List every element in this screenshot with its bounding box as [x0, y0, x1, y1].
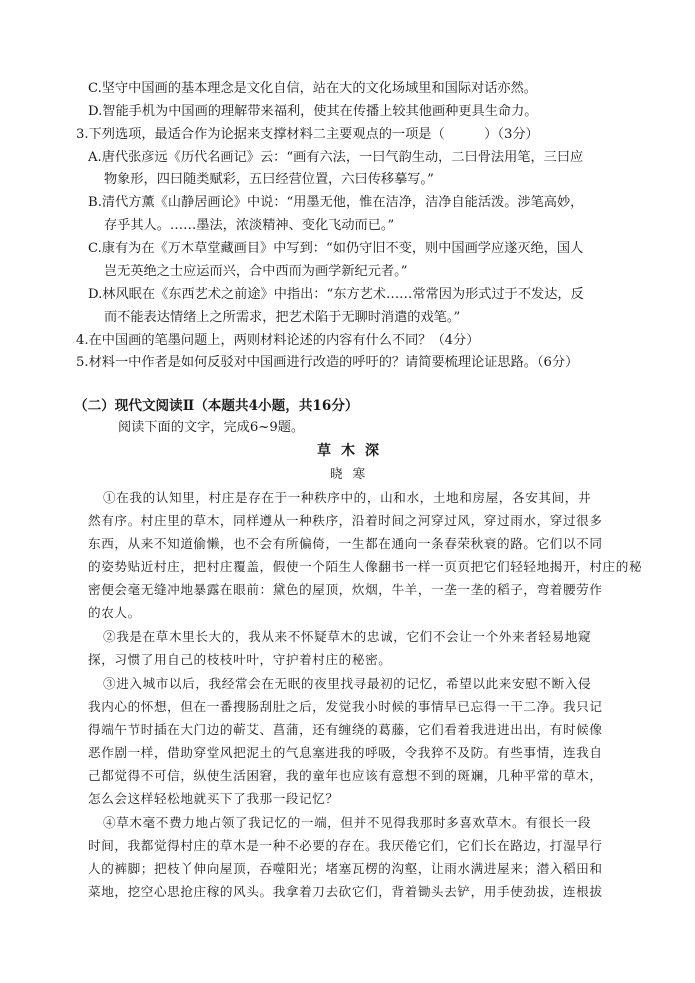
q3-option-c-line1: C.康有为在《万木草堂藏画目》中写到：“如仍守旧不变，则中国画学应遂灭绝，国人: [88, 241, 584, 256]
paragraph-3-line: 己都觉得不可信，纵使生活困窘，我的童年也应该有意想不到的斑斓，几种平常的草木，: [88, 768, 603, 783]
paragraph-3-line: 我内心的怀想，但在一番搜肠刮肚之后，发觉我小时候的事情早已忘得一干二净。我只记: [88, 699, 603, 714]
q3-option-a-line1: A.唐代张彦远《历代名画记》云：“画有六法，一曰气韵生动，二曰骨法用笔，三曰应: [88, 150, 584, 165]
q3-option-d-line2: 而不能表达情绪上之所需求，把艺术陷于无聊时消遣的戏笔。”: [104, 310, 461, 325]
paragraph-1-line: ①在我的认知里，村庄是存在于一种秩序中的，山和水，土地和房屋，各安其间，井: [103, 490, 592, 505]
paragraph-2-line: 探，习惯了用自己的枝枝叶叶，守护着村庄的秘密。: [88, 652, 392, 667]
paragraph-3-line: 怎么会这样轻松地就买下了我那一段记忆？: [88, 791, 339, 806]
question-4: 4.在中国画的笔墨问题上，两则材料论述的内容有什么不同？（4分）: [76, 333, 480, 348]
paragraph-4-line: 人的裤脚；把枝丫伸向屋顶，吞噬阳光；堵塞瓦楞的沟壑，让雨水满进屋来；潜入稻田和: [88, 861, 603, 876]
q2-option-c: C.坚守中国画的基本理念是文化自信，站在大的文化场域里和国际对话亦然。: [88, 81, 537, 96]
paragraph-1-line: 然有序。村庄里的草木，同样遵从一种秩序，沿着时间之河穿过风，穿过雨水，穿过很多: [88, 513, 603, 528]
paragraph-3-line: ③进入城市以后，我经常会在无眠的夜里找寻最初的记忆，希望以此来安慰不断入侵: [103, 676, 592, 691]
q3-stem: 3.下列选项，最适合作为论据来支撑材料二主要观点的一项是（ ）（3分）: [76, 127, 539, 142]
paragraph-4-line: 菜地，挖空心思抢庄稼的风头。我拿着刀去砍它们，背着锄头去铲，用手使劲拔，连根拔: [88, 884, 603, 899]
paragraph-4-line: ④草木毫不费力地占领了我记忆的一端，但并不见得我那时多喜欢草木。有很长一段: [103, 815, 592, 830]
paragraph-1-line: 的农人。: [88, 605, 141, 620]
paragraph-3-line: 得端午节时插在大门边的蕲艾、菖蒲，还有缠绕的葛藤，它们看着我进进出出，有时候像: [88, 722, 603, 737]
q2-option-d: D.智能手机为中国画的理解带来福利，使其在传播上较其他画种更具生命力。: [88, 104, 538, 119]
essay-title: 草木深: [317, 443, 389, 459]
q3-option-b-line2: 存乎其人。……墨法，浓淡精神、变化飞动而已。”: [104, 218, 395, 233]
paragraph-4-line: 时间，我都觉得村庄的草木是一种不必要的存在。我厌倦它们，它们长在路边，打湿早行: [88, 838, 603, 853]
essay-author: 晓寒: [330, 466, 376, 481]
question-5: 5.材料一中作者是如何反驳对中国画进行改造的呼吁的？请简要梳理论证思路。（6分）: [76, 355, 579, 370]
paragraph-3-line: 恶作剧一样，借助穿堂风把泥土的气息塞进我的呼吸，令我猝不及防。有些事情，连我自: [88, 745, 603, 760]
q3-option-b-line1: B.清代方薰《山静居画论》中说：“用墨无他，惟在洁净，洁净自能活泼。涉笔高妙，: [88, 195, 584, 210]
paragraph-1-line: 东西，从来不知道偷懒，也不会有所偏倚，一生都在通向一条春荣秋衰的路。它们以不同: [88, 536, 603, 551]
section-heading: （二）现代文阅读Ⅱ（本题共4小题，共16分）: [74, 398, 359, 414]
q3-option-c-line2: 岂无英绝之士应运而兴，合中西而为画学新纪元者。”: [104, 264, 408, 279]
paragraph-1-line: 的姿势贴近村庄，把村庄覆盖，假使一个陌生人像翻书一样一页页把它们轻轻地揭开，村庄的秘: [88, 559, 643, 574]
paragraph-2-line: ②我是在草木里长大的，我从来不怀疑草木的忠诚，它们不会让一个外来者轻易地窥: [103, 629, 592, 644]
section-instruction: 阅读下面的文字，完成6~9题。: [118, 420, 305, 435]
paragraph-1-line: 密便会毫无缝冲地暴露在眼前：黛色的屋顶，炊烟，牛羊，一垄一垄的稻子，弯着腰劳作: [88, 582, 603, 597]
q3-option-a-line2: 物象形，四曰随类赋彩，五曰经营位置，六曰传移摹写。”: [104, 172, 434, 187]
q3-option-d-line1: D.林风眠在《东西艺术之前途》中指出：“东方艺术……常常因为形式过于不发达，反: [88, 287, 584, 302]
